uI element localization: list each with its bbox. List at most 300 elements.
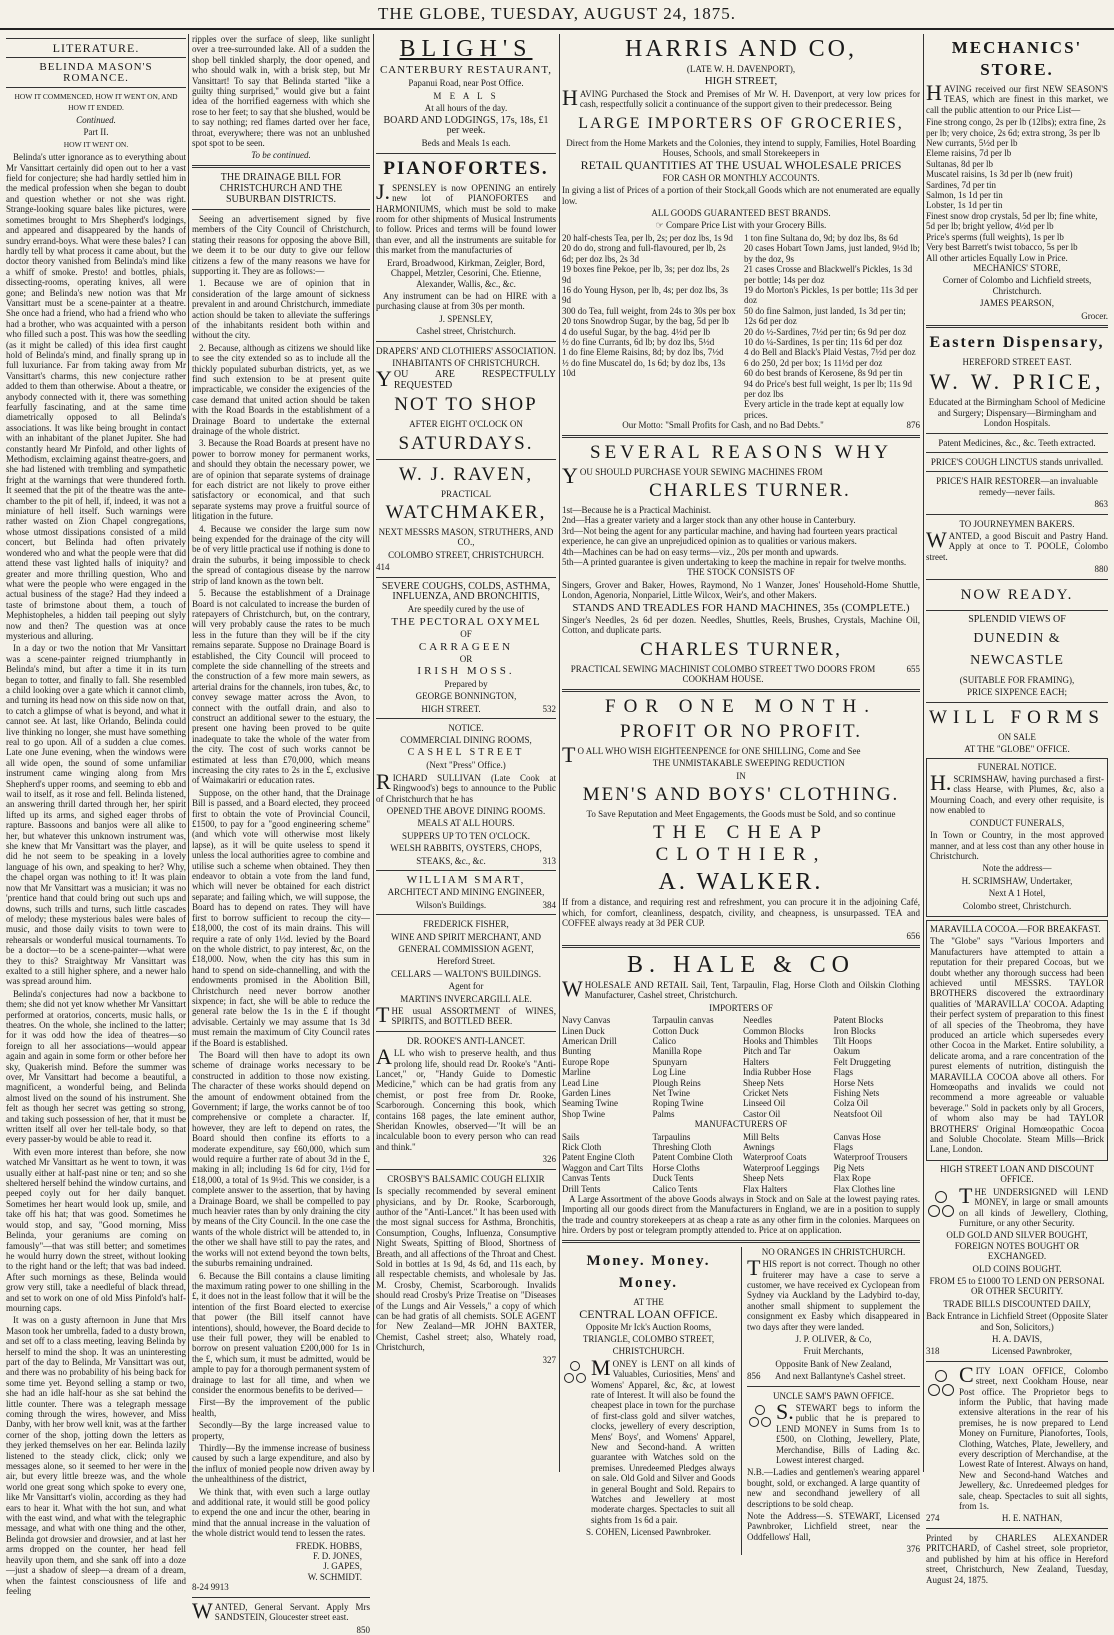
drainage-paragraph: Secondly—By the large increased value to property, — [192, 1420, 370, 1441]
cough-cured: Are speedily cured by the use of — [407, 604, 525, 615]
mechanics-price-item: Lobster, 1s 1d per tin — [926, 200, 1003, 211]
patent-medicines: Patent Medicines, &c., &c. Teeth extracted. — [938, 437, 1096, 448]
mens-boys-clothing: MEN'S AND BOYS' CLOTHING. — [582, 783, 900, 805]
meals-all-hours: MEALS AT ALL HOURS. — [417, 818, 515, 829]
welsh-rabbits: WELSH RABBITS, OYSTERS, CHOPS, — [390, 843, 542, 854]
several-reasons: SEVERAL REASONS WHY — [590, 441, 892, 463]
importers-item: India Rubber Hose — [743, 1067, 811, 1078]
drapers-title: DRAPERS' AND CLOTHIERS' ASSOCIATION. — [376, 345, 556, 356]
triangle: TRIANGLE, COLOMBO STREET, — [582, 1333, 715, 1344]
manufacturers-item: Flax Halters — [743, 1183, 788, 1194]
hale-body: WHOLESALE AND RETAIL Sail, Tent, Tarpaulin, Flag, Horse Cloth and Oilskin Clothing Manufacturer, Cashel street, Christchurch. — [562, 975, 920, 1001]
unmistakable: THE UNMISTAKABLE SWEEPING REDUCTION — [652, 758, 845, 769]
importers-item: Linen Duck — [562, 1025, 605, 1036]
importers-item: Horse Nets — [833, 1077, 874, 1088]
piano-address: Cashel street, Christchurch. — [416, 326, 516, 337]
importers-item: Bunting — [562, 1046, 592, 1057]
drainage-paragraph: 3. Because the Road Boards at present have no power to borrow money for permanent works, and should they obtain the necessary power, we are of opinion that separate systems of drainage for each district are not likely to prove either satisfactory or economical, and that such separate systems may prove a fruitful source of litigation in the future. — [192, 438, 370, 522]
ww-price: W. W. PRICE, — [929, 369, 1105, 395]
importers-item: Manilla Rope — [652, 1046, 702, 1057]
globe-office: AT THE "GLOBE" OFFICE. — [964, 744, 1070, 755]
uncle-sam-title: UNCLE SAM'S PAWN OFFICE. — [772, 1390, 895, 1401]
manufacturers-item: Patent Combine Cloth — [652, 1152, 733, 1163]
harris-high: HIGH STREET, — [704, 75, 778, 88]
column-rule — [188, 34, 189, 1472]
section-heading: LITERATURE. — [52, 41, 140, 55]
part-label: Part II. — [83, 127, 109, 138]
on-sale: ON SALE — [998, 731, 1036, 742]
importers-item: Calico — [652, 1035, 676, 1046]
drainage-paragraph: 1. Because we are of opinion that in consideration of the large amount of sickness prevalent in and around Christchurch, immediate action should be taken to alleviate the sufferings of the inhabitants resident both within and without the city. — [192, 278, 370, 341]
harris-price-item: 21 cases Crosse and Blackwell's Pickles, 1s 3d per bottle; 14s per doz — [744, 264, 913, 285]
ad-ref: 863 — [1094, 499, 1108, 510]
steaks: STEAKS, &c., &c. — [416, 855, 486, 866]
harris-price-item: 19 boxes fine Pekoe, per lb, 3s; per doz lbs, 2s 9d — [562, 264, 730, 285]
importers-item: Lead Line — [562, 1077, 599, 1088]
harris-large: LARGE IMPORTERS OF GROCERIES, — [578, 114, 904, 132]
bligh-title: BLIGH'S — [399, 36, 533, 62]
rooke-title: DR. ROOKE'S ANTI-LANCET. — [407, 1035, 525, 1046]
manufacturers-column — [562, 1132, 649, 1194]
stock-consists: THE STOCK CONSISTS OF — [687, 567, 795, 578]
drainage-paragraph: 6. Because the Bill contains a clause limiting the maximum rating power to one shilling in the £, it does not in the least follow that it will be the intention of the first Board elected to exercise that power (the Bill itself cannot have intentions), should, however, the Board decide to use their full power, they will be enabled to borrow on present valuation £200,000 for 1s in the £, which sum, it must be admitted, would be ample to pay for a thorough permanent system of drainage to last for all time, and when we consider the enormous benefits to be derived— — [192, 1270, 370, 1395]
pectoral-oxymel: THE PECTORAL OXYMEL — [391, 615, 541, 628]
ad-ref: 376 — [906, 1544, 920, 1555]
manufacturers-item: Canvas Tents — [562, 1173, 610, 1184]
back-entrance: Back Entrance in Lichfield Street (Opposite Slater and Son, Solicitors,) — [926, 1311, 1108, 1332]
pointing-hand-icon: ☞ — [655, 220, 664, 231]
will-forms: WILL FORMS — [929, 706, 1105, 728]
christchurch: CHRISTCHURCH. — [612, 1346, 685, 1357]
manufacturers-item: Flax Clothes line — [833, 1183, 895, 1194]
mechanics-price-item: Price's sperms (full weights), 1s per lb — [926, 231, 1064, 242]
harris-price-item: 60 do best brands of Kerosene, 8s 9d per tin — [744, 368, 903, 379]
ad-ref: 532 — [542, 703, 556, 714]
no-oranges-ad — [741, 1247, 920, 1555]
drainage-paragraph: 2. Because, although as citizens we should like to see the city extended so as to include all the thickly populated suburban districts, yet, as we find such extension to be at present quite impracticable, we consider the exigencies of the case demand that united action should be taken with the Road Boards in the establishment of a Drainage Board to undertake the external drainage of the whole district. — [192, 342, 370, 436]
to-all: TO ALL WHO WISH EIGHTEENPENCE for ONE SHILLING, Come and See — [562, 741, 861, 767]
reason-item: 5th—A printed guarantee is given undertaking to keep the machine in repair for twelve months. — [562, 557, 907, 568]
opposite-bank: Opposite Bank of New Zealand, — [775, 1358, 892, 1369]
drapers-inhabitants: INHABITANTS OF CHRISTCHURCH. — [392, 357, 540, 368]
harris-giving: In giving a list of Prices of a portion of their Stock,all Goods which are not enumerated are equally low. — [562, 185, 920, 206]
turner-address: PRACTICAL SEWING MACHINIST COLOMBO STREET TWO DOORS FROM COOKHAM HOUSE. — [570, 663, 876, 685]
suitable-framing: (SUITABLE FOR FRAMING), — [959, 675, 1075, 686]
harris-price-item: 6 do 250, 2d per box; 1s 11½d per doz — [744, 357, 883, 368]
manufacturers-item: Threshing Cloth — [652, 1142, 712, 1153]
opposite-ick: Opposite Mr Ick's Auction Rooms, — [585, 1321, 712, 1332]
harris-price-item: 94 do Price's best full weight, 1s per lb; 11s 9d per doz lbs — [744, 378, 913, 399]
of-label: OF — [460, 629, 472, 640]
price-body: Educated at the Birmingham School of Medicine and Surgery; Dispensary—Birmingham and London Hospitals. — [928, 397, 1106, 429]
harris-price-item: 20 do do, strong and full-flavoured, per lb, 2s 6d; per doz lbs, 2s 3d — [562, 243, 726, 264]
bligh-board: BOARD AND LODGINGS, 17s, 18s, £1 per week. — [383, 114, 549, 137]
opened-label: OPENED THE ABOVE DINING ROOMS. — [386, 805, 546, 816]
irish-moss: IRISH MOSS. — [417, 665, 515, 678]
importers-item: Shop Twine — [562, 1108, 605, 1119]
maravilla-cocoa-box — [926, 920, 1108, 1161]
harris-late: (LATE W. H. DAVENPORT), — [686, 64, 796, 74]
wanted-servant-ad: WANTED, General Servant. Apply Mrs SANDSTEIN, Gloucester street east. — [192, 1597, 370, 1623]
money-title: Money. Money. Money. — [586, 1252, 711, 1291]
importers-item: Navy Canvas — [562, 1015, 611, 1026]
harris-direct: Direct from the Home Markets and the Colonies, they intend to supply, Families, Hotel Boarding Houses, Schools, and small Storekeepers in — [566, 137, 916, 159]
scrimshaw-body: H.SCRIMSHAW, having purchased a first-class Hearse, with Plumes, &c, also a Mourning Coach, and every other requisite, is now enabled to — [930, 770, 1104, 816]
importers-item: Fishing Nets — [833, 1088, 880, 1098]
harris-price-item: Every article in the trade kept at equally low prices. — [744, 399, 904, 420]
manufacturers-list — [562, 1132, 920, 1194]
scrimshaw-town: In Town or Country, in the most approved manner, and at less cost than any other house in Christchurch. — [930, 830, 1104, 861]
importers-item: Halters — [743, 1056, 769, 1067]
importers-item: Palms — [652, 1108, 675, 1119]
stands-treadles: STANDS AND TREADLES FOR HAND MACHINES, 35s (COMPLETE.) — [572, 601, 910, 614]
city-loan-body: CITY LOAN OFFICE, Colombo street, next Cookham House, near Post office. The Proprietor begs to inform the Public, that having made extensive alterations in the rear of his premises, he is now prepared to Lend Money on Furniture, Pianofortes, Tools, Clothing, Watches, Plate, Jewellery, and every description of Merchandise, at the Lowest Rate of Interest. Always on hand, New and Second-hand Watches and Jewellery, &c. Unredeemed pledges for sale, cheap. Spectacles to suit all sights, from 1s. — [959, 1361, 1108, 1512]
cheap-clothier: THE CHEAP CLOTHIER, — [653, 822, 829, 866]
dunedin-newcastle: DUNEDIN & NEWCASTLE — [970, 631, 1064, 669]
bligh-beds: Beds and Meals 1s each. — [421, 138, 511, 149]
drainage-paragraph: Seeing an advertisement signed by five members of the City Council of Christchurch, stating their reasons for opposing the above Bill, we deem it to be our duty to give our fellow citizens a few of the many reasons we have for supporting it. They are as follows:— — [192, 213, 370, 276]
in-label: IN — [736, 770, 746, 781]
importers-item: Needles — [743, 1015, 772, 1026]
pawnbroker-balls-icon — [747, 1403, 773, 1467]
drainage-paragraph: The Board will then have to adopt its own scheme of drainage works necessary to be constructed in addition to those now existing. The character of these works should depend on the amount of endowment obtained from the Government; if large, the works cannot be of too comprehensive or complete a character. If, however, they are left to depend on rates, the Board should then confine its efforts to a moderate expenditure, say £60,000, which sum would require a further rate of about 3d in the £, making in all; including 1s 6d for city, 1½d for £18,000, a total of 1s 9½d. This we consider, is a complete answer to the assertion, that by having a Drainage Board, we shall be compelled to pay much heavier rates than by only draining the city by means of the City Council. In the one case the wants of the whole district will be attended to, in the other we shall have still to pay the rates, and the works will not extend beyond the town belts, the suburbs remaining undrained. — [192, 1049, 370, 1269]
importers-item: Europe Rope — [562, 1056, 610, 1067]
ad-ref: 327 — [542, 1354, 556, 1365]
cocoa-body: The "Globe" says "Various Importers and Manufacturers have attempted to attain a reputation for their prepared Cocoas, but we doubt whether any thorough success had been achieved until MESSRS. TAYLOR BROTHERS discovered the extraordinary qualities of 'MARAVILLA' COCOA. Adapting their perfect system of preparation to this finest of all species of the Theobroma, they have produced an article which supersedes every other Cocoa in the Market. Entire solubility, a delicate aroma, and a rare concentration of the purest elements of nutrition, distinguish the MARAVILLA COCOA above all others. For Homœopaths and invalids we could not recommend a more agreeable or valuable beverage." Sold in packets only by all Grocers, of whom also may be had TAYLOR BROTHERS' Original Homœopathic Cocoa and Soluble Chocolate. Steam Mills—Brick Lane, London. — [930, 936, 1104, 1155]
bligh-hours: At all hours of the day. — [424, 103, 508, 114]
ad-ref: 850 — [356, 1624, 370, 1635]
raven-watchmaker: WATCHMAKER, — [385, 501, 547, 523]
mechanics-corner: Corner of Colombo and Lichfield streets, Christchurch. — [942, 275, 1092, 296]
importers-item: Log Line — [652, 1067, 686, 1078]
ad-ref: 876 — [906, 420, 920, 431]
hereford-east: HEREFORD STREET EAST. — [962, 356, 1072, 367]
importers-item: Cricket Nets — [743, 1088, 789, 1098]
reason-item: 1st—Because he is a Practical Machinist. — [562, 505, 711, 515]
manufacturers-item: Waterproof Trousers — [833, 1152, 908, 1163]
ad-ref: 274 — [926, 1513, 940, 1524]
manufacturers-item: Horse Cloths — [652, 1162, 700, 1173]
next-press: (Next "Press" Office.) — [426, 760, 506, 771]
importers-item: Net Twine — [652, 1088, 690, 1098]
raven-next: NEXT MESSRS MASON, STRUTHERS, AND CO., — [378, 526, 554, 548]
mechanics-price-item: Salmon, 1s 1d per tin — [926, 190, 1003, 201]
harris-price-item: 20 tons Snowdrop Sugar, by the bag, 5d per lb — [562, 316, 729, 327]
after-eight: AFTER EIGHT O'CLOCK ON — [409, 419, 523, 430]
funeral-notice: FUNERAL NOTICE. — [977, 761, 1057, 772]
davis-body: THE UNDERSIGNED will LEND MONEY, in large or small amounts on all kinds of Jewellery, Clothing, Furniture, or any other Security. — [959, 1182, 1108, 1228]
importers-list — [562, 1015, 920, 1119]
manufacturers-item: Canvas Hose — [833, 1131, 881, 1142]
rooke-body: ALL who wish to preserve health, and thus prolong life, should read Dr. Rooke's "Anti-Lancet," or, "Handy Guide to Domestic Medicine," which can be had gratis from any chemist, or post free from Dr. Rooke, Scarborough. Concerning this book, which contains 168 pages, the late eminent author, Sheridan Knowles, observed—"It will be an incalculable boon to every person who can read and think." — [376, 1044, 556, 1152]
signatory: J. GAPES, — [323, 1561, 362, 1572]
next-hotel: Next A 1 Hotel, — [988, 888, 1046, 899]
ad-ref: 384 — [542, 899, 556, 910]
funeral-notice-box — [926, 758, 1108, 917]
column-rule — [559, 34, 560, 1472]
story-continuation: ripples over the surface of sleep, like sunlight over a tree-surrounded lake. All of a sudden the shop bell tinkled sharply, the door opened, and who should walk in, with a brisk step, but Mr Vansittart! To say that Belinda started "like a guilty thing surprised," would give but a faint idea of the horrified eagerness with which she rose to her feet; to say that she blushed, would be to say nothing; red flames darted over her face, throat, everywhere; there was not an unblushed spot spot to be seen. — [192, 34, 370, 149]
licensed-pawnbroker: Licensed Pawnbroker, — [991, 1346, 1073, 1357]
mechanics-store: MECHANICS' STORE, — [973, 262, 1061, 273]
stewart-nb: N.B.—Ladies and gentlemen's wearing apparel bought, sold, or exchanged. A large quantity of new and secondhand jewellery of all descriptions to be sold cheap. — [747, 1467, 920, 1509]
oranges-body: THIS report is not correct. Though no other fruiterer may have a case to serve a customer, we have received ex Cyclopean from Sydney via Auckland by the Ladybird to-day, another small shipment to supplement the consignment ex Easby which disappeared in two days after they were landed. — [747, 1255, 920, 1332]
raven-title: W. J. RAVEN, — [398, 463, 534, 485]
manufacturers-column — [743, 1132, 830, 1194]
saturdays: SATURDAYS. — [398, 432, 534, 454]
to-be-continued: To be continued. — [251, 150, 311, 161]
hale-title: B. HALE & CO — [627, 951, 855, 978]
harris-price-item: ½ do fine Currants, 6d lb; by doz lbs, 5½d — [562, 336, 715, 347]
story-title: BELINDA MASON'S ROMANCE. — [39, 61, 153, 84]
reason-item: 2nd—Has a greater variety and a larger stock than any other house in Canterbury. — [562, 515, 856, 526]
manufacturers-item: Rick Cloth — [562, 1142, 602, 1153]
manufacturers-item: Duck Tents — [652, 1173, 694, 1184]
harris-title: HARRIS AND CO, — [624, 36, 858, 62]
hale-footer: A Large Assortment of the above Goods always in Stock and on Sale at the lowest paying rates. Importing all our goods direct from the Manufacturers in England, we are in a position to supply the trade and country storekeepers at as cheap a rate as any other firm in the colonies. Marquees on hire. Orders by post or telegram promptly attended to. Price at on application. — [562, 1194, 920, 1236]
no-oranges-title: NO ORANGES IN CHRISTCHURCH. — [761, 1246, 906, 1257]
ad-ref: 655 — [906, 663, 920, 674]
column-literature — [6, 34, 186, 1596]
cocoa-title: MARAVILLA COCOA.—FOR BREAKFAST. — [930, 923, 1101, 934]
harris-price-item: 300 do Tea, full weight, from 24s to 30s per box — [562, 305, 736, 316]
drainage-paragraph: We think that, with even such a large outlay and additional rate, it would still be good policy to expend the one and incur the other, bearing in mind that the annual increase in the valuation of the whole district would tend to lessen the rates. — [192, 1486, 370, 1539]
importers-heading: IMPORTERS OF — [709, 1002, 773, 1013]
splendid-views: SPLENDID VIEWS OF — [968, 613, 1066, 625]
baker-body: WANTED, a good Biscuit and Pastry Hand. Apply at once to T. POOLE, Colombo street. — [926, 527, 1108, 562]
importers-item: Iron Blocks — [833, 1025, 876, 1036]
carrageen: CARRAGEEN — [418, 640, 514, 653]
importers-item: Felt Druggeting — [833, 1056, 891, 1067]
column-rule — [923, 34, 924, 1472]
manufacturers-item: Drill Tents — [562, 1183, 601, 1194]
at-the: AT THE — [633, 1296, 664, 1307]
from-5: FROM £5 to £1000 TO LEND ON PERSONAL OR OTHER SECURITY. — [929, 1275, 1105, 1297]
raven-street: COLOMBO STREET, CHRISTCHURCH. — [388, 549, 544, 560]
davis-name: H. A. DAVIS, — [991, 1333, 1043, 1344]
cough-linctus: PRICE'S COUGH LINCTUS stands unrivalled. — [930, 456, 1104, 467]
importers-item: American Drill — [562, 1035, 617, 1046]
fisher-role: WINE AND SPIRIT MERCHANT, AND — [391, 931, 541, 942]
importers-column — [743, 1015, 830, 1119]
or-label: OR — [459, 654, 473, 665]
mechanics-price-item: Finest snow drop crystals, 5d per lb; fine white, 5d per lb; bright yellow, 4½d per lb — [926, 210, 1098, 232]
piano-signature: J. SPENSLEY, — [439, 313, 493, 324]
nathan-name: H. E. NATHAN, — [1001, 1513, 1063, 1524]
cellars: CELLARS — WALTON'S BUILDINGS. — [391, 968, 541, 979]
pawnbroker-balls-icon — [926, 1366, 956, 1514]
reasons-list — [562, 505, 920, 567]
mechanics-price-item: Sardines, 7d per tin — [926, 179, 996, 190]
drainage-paragraph: Suppose, on the other hand, that the Drainage Bill is passed, and a Board elected, they proceed first to obtain the vote of Provincial Council, £1500, to pay for a "good engineering scheme" (and which vote will otherwise most likely lapse), as it will be quite useless to spend it unless the local authorities agree to combine and utilise such a scheme when obtained. They then endeavor to obtain a vote from the land fund, which will never be obtained for each district separate; and failing which, we will suppose, the Board has to depend on rates. They will have first to borrow sufficient to recoup the city—£18,000, the cost of its main drains. This will require a rate of only 1½d. levied by the Board on the whole district, to pay interest, &c, on the £18,000. Now, when the city has this sum in hand to spend on side-channelling, and with the endowments promised in the Abolition Bill, Christchurch need never borrow another sixpence; in fact, she will be able to reduce the general rate below the 1s in the £ if thought advisable. Certainly we may assume that 1s 3d must remain the maximum of City Council rates if the Board is established. — [192, 787, 370, 1048]
old-gold: OLD GOLD AND SILVER BOUGHT, FOREIGN NOTES BOUGHT OR EXCHANGED. — [946, 1230, 1088, 1262]
manufacturers-item: Calico Tents — [652, 1183, 698, 1194]
mechanics-price-item: Very best Barrett's twist tobacco, 5s per lb — [926, 242, 1078, 253]
eastern-dispensary: Eastern Dispensary, — [929, 333, 1105, 351]
piano-hire: Any instrument can be had on HIRE with a purchasing clause at from 30s per month. — [376, 290, 556, 312]
mechanics-price-item: Sultanas, 8d per lb — [926, 158, 993, 169]
price-sixpence: PRICE SIXPENCE EACH; — [966, 687, 1067, 698]
to-save: To Save Reputation and Meet Engagements, the Goods must be Sold, and so continue — [586, 808, 896, 819]
profit-or-no-profit: PROFIT OR NO PROFIT. — [619, 720, 862, 742]
importers-item: Common Blocks — [743, 1025, 804, 1036]
manufacturers-item: Pig Nets — [833, 1162, 865, 1173]
ad-ref: 414 — [376, 562, 390, 573]
smart-address: Wilson's Buildings. — [415, 899, 487, 910]
needles-line: Singer's Needles, 2s 6d per dozen. Needles, Shuttles, Reels, Brushes, Crystals, Machine Oil, Cotton, and duplicate parts. — [562, 615, 920, 636]
charles-turner-title: CHARLES TURNER. — [649, 480, 851, 501]
signature-ref: 8-24 9913 — [192, 1582, 229, 1593]
trade-bills: TRADE BILLS DISCOUNTED DAILY, — [943, 1298, 1091, 1309]
importers-item: Tilt Hoops — [833, 1035, 872, 1046]
harris-price-item: 20 half-chests Tea, per lb, 2s; per doz lbs, 1s 9d — [562, 232, 733, 243]
importers-column — [562, 1015, 649, 1119]
mechanics-price-item: All other articles Equally Low in Price. — [926, 252, 1068, 263]
manufacturers-item: Flax Rope — [833, 1173, 871, 1184]
fisher-address: Hereford Street. — [437, 956, 495, 967]
scrimshaw-name: H. SCRIMSHAW, Undertaker, — [961, 875, 1073, 886]
for-one-month: FOR ONE MONTH. — [605, 695, 877, 717]
pawnbroker-balls-icon — [926, 1187, 956, 1231]
bligh-subtitle: CANTERBURY RESTAURANT, — [379, 64, 553, 76]
manufacturers-item: Mill Belts — [743, 1131, 780, 1142]
importers-item: Neatsfoot Oil — [833, 1108, 883, 1119]
drainage-paragraph: 5. Because the establishment of a Drainage Board is not calculated to increase the burden of ratepayers of Christchurch, but, on the contrary, will very probably cause the rates to be much less in the future than they will be if the city remains separate. Suppose no Drainage Board is established, the City Council will proceed to complete the side channelling of the streets and the construction of a few more main sewers, as arterial drains for the channels, iron tubes, &c, to convey sewage matter across the Avon, to connect with the outfall drain, and also to construct an additional sewer to the estuary, the present one having been proved to be quite inadequate to take the whole of the water from the city. The cost of such works cannot be estimated at less than £70,000, which means increasing the city rates to 2s in the £, exclusive of Waimakariri or education rates. — [192, 588, 370, 786]
money-body: MONEY is LENT on all kinds of Valuables, Curiosities, Mens' and Womens' Apparel, &c, &c, at lowest rate of Interest. It will also be found the cheapest place in town for the purchase of first-class gold and silver watches, clocks, jewellery of every description, Mens' Boys', and Womens' Apparel, New and Second-hand. A written guarantee with Watches sold on the premises. Unredeemed Pledges always on sale. Old Gold and Silver and Goods in general Bought and Sold. Repairs to Watches and Jewellery at most moderate charges. Spectacles to suit all sights from 1s 6d a pair. — [591, 1354, 735, 1525]
ad-ref: 326 — [542, 1154, 556, 1165]
importers-item: Tarpaulin canvas — [652, 1015, 714, 1026]
column-ads-right — [926, 34, 1108, 1585]
importers-item: Seaming Twine — [562, 1098, 618, 1109]
notice-heading: NOTICE. — [448, 723, 484, 734]
column-ads-center — [376, 34, 556, 1472]
bonnington-name: GEORGE BONNINGTON, — [415, 691, 517, 702]
harris-price-item: 20 do ½-Sardines, 7½d per tin; 6s 9d per doz — [744, 326, 906, 337]
fisher-role2: GENERAL COMMISSION AGENT, — [398, 943, 534, 954]
ad-ref: 856 — [747, 1371, 761, 1382]
importers-item: Castor Oil — [743, 1108, 781, 1119]
harris-price-item: 50 do fine Salmon, just landed, 1s 3d per tin; 12s 6d per doz — [744, 305, 906, 327]
manufacturers-item: Waterproof Coats — [743, 1152, 807, 1163]
conduct-funerals: CONDUCT FUNERALS, — [969, 817, 1065, 828]
mechanics-title: MECHANICS' STORE. — [951, 38, 1083, 79]
harris-motto: Our Motto: "Small Profits for Cash, and no Bad Debts." — [622, 420, 824, 431]
fruit-merchants: Fruit Merchants, — [803, 1346, 864, 1357]
importers-item: Oakum — [833, 1046, 860, 1057]
importers-item: Spunyarn — [652, 1056, 687, 1067]
harris-price-item: 4 do Bell and Black's Plaid Vestas, 7½d per doz — [744, 347, 916, 358]
raven-practical: PRACTICAL — [440, 488, 491, 499]
usual-assortment: THE usual ASSORTMENT of WINES, SPIRITS, and BOTTLED BEER. — [376, 1002, 556, 1027]
prepared-by: Prepared by — [444, 678, 488, 689]
harris-body: HAVING Purchased the Stock and Premises of Mr W. H. Davenport, at very low prices for cash, respectfully solicit a continuance of the support given to their predecessor. Being — [562, 84, 920, 110]
harris-price-item: 10 do ¼-Sardines, 1s per tin; 11s 6d per doz — [744, 336, 903, 347]
importers-item: Flags — [833, 1067, 854, 1078]
note-address: Note the address— — [982, 863, 1052, 874]
mechanics-price-item: New currants, 5½d per lb — [926, 138, 1018, 149]
ad-ref: 880 — [1094, 564, 1108, 575]
harris-price-item: 1 do fine Eleme Raisins, 8d; by doz lbs, 7½d — [562, 347, 724, 358]
piano-makers: Erard, Broadwood, Kirkman, Zeigler, Bord, Chappel, Metzler, Cesorini, Che. Etienne, Alexander, Wallis, &c., &c. — [387, 257, 545, 289]
harris-compare — [562, 220, 920, 230]
ad-ref: 318 — [926, 1346, 940, 1357]
you-should: YOU SHOULD PURCHASE YOUR SEWING MACHINES FROM — [562, 462, 823, 488]
importers-item: Patent Blocks — [833, 1015, 884, 1026]
pianofortes-title: PIANOFORTES. — [383, 157, 549, 179]
signatory: W. SCHMIDT. — [307, 1571, 362, 1582]
harris-price-item: ½ do fine Muscatel do, 1s 6d; by doz lbs, 13s 10d — [562, 357, 726, 379]
manufacturers-item: Waggon and Cart Tilts — [562, 1162, 644, 1173]
manufacturers-item: Sheep Nets — [743, 1173, 784, 1184]
stewart-address: Note the Address—S. STEWART, Licensed Pawnbroker, Lichfield street, near the Oddfellows' Hall, — [747, 1511, 920, 1542]
mechanics-price-list — [926, 117, 1108, 263]
stock-list: Singers, Grover and Baker, Howes, Raymond, No 1 Wanzer, Jones' Household-Home Shuttle, London, Agenoria, Nonpariel, Little Wilcox, Weir's, and other Makers. — [562, 579, 920, 601]
crosby-title: CROSBY'S BALSAMIC COUGH ELIXIR — [387, 1173, 545, 1184]
importers-column — [834, 1015, 921, 1119]
central-loan-ad — [562, 1247, 735, 1555]
drainage-title: THE DRAINAGE BILL FOR CHRISTCHURCH AND THE SUBURBAN DISTRICTS. — [219, 171, 343, 205]
mechanics-price-item: Muscatel raisins, 1s 3d per lb (new fruit) — [926, 169, 1073, 180]
column-rule — [373, 34, 374, 1472]
mechanics-body: HAVING received our first NEW SEASON'S TEAS, which are finest in this market, we call the public attention to our Price List— — [926, 80, 1108, 115]
importers-item: Plough Reins — [652, 1077, 701, 1088]
harris-all: ALL GOODS GUARANTEED BEST BRANDS. — [651, 208, 831, 219]
drainage-paragraph: 4. Because we consider the large sum now being expended for the drainage of the city will be of very little practical use if nothing is done to drain the suburbs, it being impossible to check the spread of contagious disease by the narrow strip of land known as the town belt. — [192, 523, 370, 586]
printer-imprint: Printed by CHARLES ALEXANDER PRITCHARD, of Cashel street, sole proprietor, and published by him at his office in Hereford street, Christchurch, New Zealand, Tuesday, August 24, 1875. — [926, 1532, 1108, 1585]
part-subtitle: HOW IT WENT ON. — [63, 139, 129, 149]
importers-item: Marline — [562, 1067, 591, 1078]
bonnington-street: HIGH STREET. — [421, 703, 481, 714]
signatory: FREDK. HOBBS, — [295, 1540, 362, 1551]
grocer-label: Grocer. — [1081, 310, 1108, 321]
importers-item: Colza Oil — [833, 1098, 869, 1109]
manufacturers-item: Flags — [833, 1142, 854, 1153]
column-drainage — [192, 34, 370, 1635]
signatory: F. D. JONES, — [312, 1551, 362, 1562]
drapers-request: YOU ARE RESPECTFULLY REQUESTED — [376, 366, 556, 392]
mechanics-price-item: Eleme raisins, 7d per lb — [926, 148, 1012, 159]
martins-ale: MARTIN'S INVERCARGILL ALE. — [400, 993, 532, 1004]
harris-retail: RETAIL QUANTITIES AT THE USUAL WHOLESALE PRICES — [580, 158, 902, 173]
smart-name: WILLIAM SMART, — [406, 873, 526, 886]
story-paragraph: Belinda's conjectures had now a backbone to them; she did not yet know whether Mr Vansittart performed at oratorios, concerts, music halls, or theatres. On the whole, she inclined to the latter; for it was odd how the idea of theatres—so foreign to all her associations—would appear again and again in some form or other before her sky, Quakerish mind. Before the summer was over, Mr Vansittart had become a beautiful, a magnificent, a wonderful being, and Belinda almost lived on the sound of his instrument. She felt as though her secret was getting so strong, and taking such possession of her, that it must be written itself all over her tell-tale body, so that every passer-by would be able to read it. — [6, 988, 186, 1145]
drainage-paragraph: First—By the improvement of the public health, — [192, 1397, 370, 1418]
manufacturers-column — [834, 1132, 921, 1194]
charles-turner-footer: CHARLES TURNER, — [640, 638, 842, 660]
importers-item: Linseed Oil — [743, 1098, 786, 1109]
importers-item: Hooks and Thimbles — [743, 1035, 818, 1046]
mechanics-price-item: Fine strong congo, 2s per lb (12lbs); extra fine, 2s per lb; very choice, 2s 6d; extra strong, 3s per lb — [926, 117, 1106, 138]
harris-cash: FOR CASH OR MONTHLY ACCOUNTS. — [662, 172, 820, 183]
high-street-loan: HIGH STREET LOAN AND DISCOUNT OFFICE. — [940, 1163, 1094, 1185]
bligh-address: Papanui Road, near Post Office. — [408, 78, 524, 89]
column-ads-wide — [562, 34, 920, 1555]
cohen-name: S. COHEN, Licensed Pawnbroker. — [586, 1527, 711, 1538]
manufacturers-item: Sails — [562, 1131, 580, 1142]
importers-item: Sheep Nets — [743, 1077, 784, 1088]
harris-compare-text: Compare Price List with your Grocery Bills. — [666, 220, 827, 231]
importers-item: Cotton Duck — [652, 1025, 699, 1036]
reason-item: 3rd—Not being the agent for any particular machine, and having had fourteen years practical experience, he can give an unprejudiced opinion as to qualities or various makers. — [562, 525, 898, 547]
hair-restorer: PRICE'S HAIR RESTORER—an invaluable remedy—never fails. — [936, 476, 1098, 497]
importers-column — [653, 1015, 740, 1119]
story-paragraph: In a day or two the notion that Mr Vansittart was a scene-painter reigned triumphantly in Belinda's mind, but after a time it in its turn began to totter, and finally to fall. She resembled a child looking over a gate which it cannot climb, and turning its head now on this side now on that, to catch a glimpse of what is beyond, and what it cannot see. At last, like Orlando, Belinda could live thinking no longer, she must have something real to go upon. All of a sudden a clue comes. Late one June evening, when the windows were all wide open, the sound of some unfamiliar instrument came winging along from Mrs Shepherd's upper rooms, and seeming to ebb and wail to itself, as it rose and fell. Belinda listened, an answering thrill darted through her, her spirit lifted up its arms, and sighed eager throbs of rapture. Bassoons and banjos were all alike to her, but whatever this unknown instrument was, she knew that Mr Vansittart was the player, and did he not seem to be speaking in a lovely language of his own, and speaking to her? Why, the chapel organ was nothing to it! It was plain now that Mr Vansittart was a musician; it was no 'prentice hand that could bring out such ups and downs, such trills and turns, such little cascades of melody; these mysterious bales were bales of music, and those daily visits to town were to rehearsals or wonderful musical tournaments. To be a doctor—to be a scene-painter—what were they to this? Straightway Mr Vansittart was exalted to a still higher sphere, and a newer halo was spread around him. — [6, 643, 186, 987]
stewart-body: S.STEWART begs to inform the public that he is prepared to LEND MONEY in Sums from 1s to £500, on Clothing, Jewellery, Plate, Merchandise, Bills of Lading &c. Lowest interest charged. — [776, 1398, 920, 1465]
fisher-name: FREDERICK FISHER, — [423, 919, 509, 930]
importers-item: Roping Twine — [652, 1098, 704, 1109]
harris-price-item: 16 do Young Hyson, per lb, 4s; per doz lbs, 3s 9d — [562, 284, 729, 306]
scrimshaw-street: Colombo street, Christchurch. — [962, 900, 1072, 911]
manufacturers-column — [653, 1132, 740, 1194]
